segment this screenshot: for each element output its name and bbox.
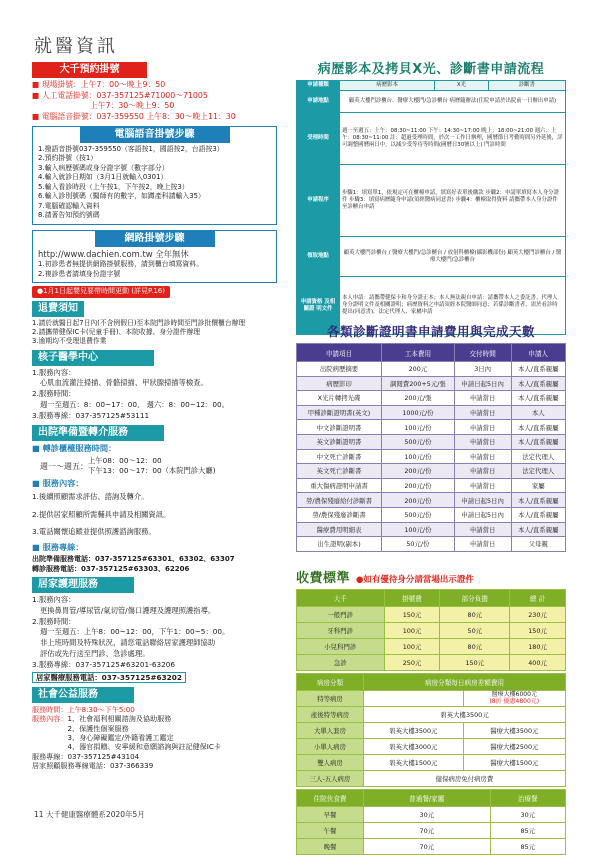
ward-row xyxy=(297,723,566,739)
charges-row xyxy=(297,623,566,639)
fees-row-cell: 申請當日 xyxy=(454,464,511,479)
charges-col-head: 掛號費 xyxy=(384,590,440,607)
nuclear-item: 2.服務時間： xyxy=(32,389,76,399)
nuclear-heading: 核子醫學中心 xyxy=(32,350,154,366)
social-content xyxy=(32,714,277,751)
fees-row-cell: 英文診斷證明書 xyxy=(297,434,382,449)
fees-section xyxy=(296,322,566,552)
fees-row-cell: 出生證明(副本) xyxy=(297,537,382,552)
homecare-list xyxy=(32,595,277,685)
fees-row-cell: 申請日起5日內 xyxy=(454,376,511,391)
social-item: 4、器官捐贈、安寧緩和意願諮詢與註記健保IC卡 xyxy=(67,742,221,752)
ward-price: 碧英大樓3500元 xyxy=(364,707,566,723)
home-care-phone: 居家照顧服務專線電話：037-366339 xyxy=(32,761,154,771)
ward-row xyxy=(297,771,566,787)
fees-row-cell: 甲種診斷證明書(英文) xyxy=(297,405,382,420)
social-body xyxy=(32,705,277,771)
page-footer: 11 大千健康醫療體系2020年5月 xyxy=(34,810,145,819)
ward-price: 碧英大樓3000元 xyxy=(364,739,464,755)
voice-step: 1.撥語音掛號037-359550（客語按1，國語按2，台語按3） xyxy=(38,144,224,153)
flow-row-head: 領取地點 xyxy=(297,237,340,277)
charges-row-cell: 牙科門診 xyxy=(297,623,385,639)
fees-row xyxy=(297,449,566,464)
flow-row-head: 受理時間 xyxy=(297,113,340,165)
meal-row xyxy=(297,823,566,839)
charges-header-row xyxy=(297,590,566,607)
fees-row-cell: 200元/份 xyxy=(382,478,455,493)
flow-row xyxy=(297,165,566,237)
ward-col-head: 病房分類每日病房差額費用 xyxy=(364,674,566,691)
fees-row-cell: 法定代理人 xyxy=(511,449,565,464)
web-heading: 網路掛號步驟 xyxy=(95,231,215,247)
fees-row-cell: X光片轉拷光碟 xyxy=(297,391,382,406)
charges-title: 收費標準 xyxy=(296,571,351,586)
refund-item: 1.請於就醫日起7日內(不含例假日)至本院門診時間至門診批價櫃台辦理 xyxy=(32,318,246,327)
voice-box xyxy=(32,126,277,225)
flow-row-text: 步驟1：填寫單1，依規定可在櫃檯申請，填寫好表單後繳款 步驟2：申請單填寫本人身分證件 步驟3：填寫病歷隨身申請(須經醫病同意書) 步驟4：櫃檯取得資料 請攜帶本人身分證件至診櫃台申請 xyxy=(340,165,566,237)
refund-item: 3.逾期均不受理退費作業 xyxy=(32,337,107,346)
discharge-heading: 出院準備暨轉介服務 xyxy=(32,425,164,441)
charges-row-cell: 100元 xyxy=(384,639,440,655)
charges-col-head: 部分負擔 xyxy=(440,590,510,607)
appointment-item: ■ 現場掛號：上午7：00～晚上9：50 xyxy=(32,79,166,89)
meal-row-cell: 70元 xyxy=(364,839,491,855)
fees-row xyxy=(297,391,566,406)
fees-row-cell: 本人 xyxy=(511,405,565,420)
fees-row-cell: 1000元/份 xyxy=(382,405,455,420)
discharge-body xyxy=(32,443,277,574)
appointment-heading: 大千預約掛號 xyxy=(32,62,147,78)
fees-row-cell: 3日內 xyxy=(454,362,511,377)
ward-special-price-main: 醫療大樓6000元 xyxy=(491,690,537,698)
homecare-item: 非上班時間及特殊狀況，請您電話聯絡居家護理師協助 xyxy=(40,638,216,648)
discharge-item: 2.提供居家照顧所需輔具申請及相關資訊。 xyxy=(32,509,171,519)
ward-special-price-discount: (8折 優惠4800元) xyxy=(489,697,540,705)
fees-row-cell: 出院病歷摘要 xyxy=(297,362,382,377)
meal-header-row xyxy=(297,790,566,807)
meal-row-cell: 午餐 xyxy=(297,823,364,839)
fees-row-cell: 申請當日 xyxy=(454,391,511,406)
fees-row-cell: 調閱費200+5元/張 xyxy=(382,376,455,391)
ward-name: 產後特等病房 xyxy=(297,707,364,723)
nuclear-list xyxy=(32,368,277,423)
ward-name: 大單人套房 xyxy=(297,723,364,739)
discharge-hours-pm: 下午13：00～17：00（本院門診大廳) xyxy=(88,466,216,476)
fees-col-head: 申請項目 xyxy=(297,344,382,362)
discharge-item: 3.電話關懷追蹤並提供照護諮詢服務。 xyxy=(32,527,156,537)
fees-row-cell: 中文死亡診斷書 xyxy=(297,449,382,464)
fees-row-cell: 本人/直系親屬 xyxy=(511,507,565,522)
voice-steps xyxy=(33,143,276,221)
voice-step: 4.輸入就診日期如（3月1日就輸入0301） xyxy=(38,173,168,182)
fees-row-cell: 英文死亡診斷書 xyxy=(297,464,382,479)
ward-price: 醫療大樓1500元 xyxy=(463,755,565,771)
ward-name: 小單人病房 xyxy=(297,739,364,755)
discharge-content-label: ■ 服務內容： xyxy=(32,478,84,489)
fees-row-cell: 本人/直系親屬 xyxy=(511,376,565,391)
web-step: 1.初診患者無提供網路掛號服務，請到櫃台填寫資料。 xyxy=(38,260,204,269)
fees-row-cell: 父母親 xyxy=(511,537,565,552)
charges-note: ●如有優待身分請當場出示證件 xyxy=(356,575,474,585)
homecare-heading: 居家護理服務 xyxy=(32,577,134,593)
fees-row-cell: 申請當日 xyxy=(454,434,511,449)
fees-row-cell: 本人/直系親屬 xyxy=(511,391,565,406)
left-column xyxy=(32,58,277,770)
meal-row-cell: 30元 xyxy=(490,807,565,823)
nuclear-item: 週一至週五：8：00~17：00、 週六：8：00~12：00。 xyxy=(40,400,229,410)
refund-heading: 退費須知 xyxy=(32,301,84,317)
flow-row-text: 顧英大樓門診櫃台、醫療大樓門/急診櫃台 病歷隨辦法(住院申請於出院前一日辦出申請) xyxy=(340,91,566,113)
refund-item: 2.請攜帶健保IC卡(兒童手冊)、本院收據、身分證件辦理 xyxy=(32,327,201,336)
fees-row xyxy=(297,420,566,435)
social-item: 1、社會福利相關諮詢及協助服務 xyxy=(67,714,172,724)
fees-col-head: 工本費用 xyxy=(382,344,455,362)
fees-row xyxy=(297,405,566,420)
charges-row-cell: 100元 xyxy=(384,623,440,639)
ward-price: 醫療大樓3500元 xyxy=(463,723,565,739)
discharge-line-label: ■ 服務專線： xyxy=(32,541,84,552)
flow-row xyxy=(297,237,566,277)
social-phone: 服務專線：037-357125#43104 xyxy=(32,751,140,761)
meal-row-cell: 70元 xyxy=(364,823,491,839)
refund-list xyxy=(32,319,277,347)
referral-phone: 轉診服務電話：037-357125#63303、62206 xyxy=(32,564,190,573)
charges-row-cell: 230元 xyxy=(510,607,566,623)
appointment-item: ■ 人工電話掛號：037-357125#71000～71005 xyxy=(32,90,208,100)
meal-row-cell: 85元 xyxy=(490,839,565,855)
fees-row-cell: 本人/直系親屬 xyxy=(511,420,565,435)
flow-row xyxy=(297,113,566,165)
fees-row-cell: 100元/份 xyxy=(382,449,455,464)
flow-col-head: 病歷影本 xyxy=(340,81,435,91)
fees-row-cell: 500元/份 xyxy=(382,434,455,449)
voice-step: 8.請著告知預約號碼 xyxy=(38,211,100,220)
fees-row-cell: 申請當日 xyxy=(454,478,511,493)
homecare-item: 1.服務內容： xyxy=(32,594,76,604)
fees-row-cell: 本人/直系親屬 xyxy=(511,362,565,377)
fees-row xyxy=(297,493,566,508)
fees-row-cell: 勞/農保殘廢診斷書 xyxy=(297,507,382,522)
meal-col-head: 治療餐 xyxy=(490,790,565,807)
ward-col-head: 病房分類 xyxy=(297,674,364,691)
homecare-item: 2.服務時間： xyxy=(32,616,76,626)
fees-row-cell: 醫療費用明細表 xyxy=(297,522,382,537)
fees-row-cell: 中文診斷證明書 xyxy=(297,420,382,435)
social-heading: 社會公益服務 xyxy=(32,687,134,703)
ward-price: 健保病房免付病房費 xyxy=(364,771,566,787)
fees-row-cell: 本人/直系親屬 xyxy=(511,522,565,537)
charges-row-cell: 80元 xyxy=(440,607,510,623)
flow-row-head: 申請程序 xyxy=(297,165,340,237)
ward-table xyxy=(296,673,566,787)
ward-header-row xyxy=(297,674,566,691)
voice-step: 6.輸入診別號碼（醫師有的數字，如蹲產科請輸入35） xyxy=(38,192,205,201)
fees-row-cell: 家屬 xyxy=(511,478,565,493)
charges-row xyxy=(297,639,566,655)
flow-row-text: 顧英大樓門診櫃台 / 醫療大樓門/急診櫃台 / 放射科櫃檯(攝影機部份) 顧英大樓門診櫃台 / 醫療大樓門/急診櫃台 xyxy=(340,237,566,277)
fees-row-cell: 重大傷病證明申請書 xyxy=(297,478,382,493)
charges-table xyxy=(296,589,566,671)
fees-row-cell: 本人/直系親屬 xyxy=(511,493,565,508)
fees-row-cell: 100元/份 xyxy=(382,522,455,537)
discharge-hours xyxy=(32,456,277,477)
discharge-item: 1.後續照顧需求評估、諮詢及轉介。 xyxy=(32,491,149,501)
fees-row xyxy=(297,376,566,391)
web-url-link[interactable]: http://www.dachien.com.tw 全年無休 xyxy=(38,248,189,259)
flow-row-text: 週一至週五：上午：08:30~11:00 下午：14:30~17:00 晚上：18:00~21:00 週六：上午：08:30~11:00 註：超過受理時間，於次一工作日辦理，國曆節日考勤時間另外延後，詳可調整國曆兩日中，以減少受等待等時間(國曆日30號以上) 門診時間 xyxy=(340,113,566,165)
flow-row-text: 本人申請：請攜帶健保卡和身分證正本；本人無法親自申請：請攜帶本人之委託書、代理人身分證明文件及相關證明；病歷資料之申請須經本院醫師同意；若係診斷書者，需於看診時提出(同意書)。法定代理人、家屬申請 xyxy=(340,277,566,335)
meal-col-head: 住院伙食費 xyxy=(297,790,364,807)
meal-table xyxy=(296,789,566,855)
charges-row-cell: 180元 xyxy=(510,639,566,655)
flow-header-row xyxy=(297,81,566,91)
ward-price: 碧英大樓1500元 xyxy=(364,755,464,771)
flow-table xyxy=(296,80,566,335)
social-content-label: 服務內容： xyxy=(32,714,68,724)
fees-row-cell: 50元/份 xyxy=(382,537,455,552)
nuclear-item: 3.服務專線：037-357125#53111 xyxy=(32,411,150,421)
fees-row-cell: 申請當日 xyxy=(454,522,511,537)
charges-row-cell: 400元 xyxy=(510,655,566,671)
nuclear-item: 心肌血流灌注掃描、骨骼掃描、甲狀腺掃描等檢查。 xyxy=(40,378,208,388)
web-box xyxy=(32,230,277,283)
fees-row-cell: 病歷影印 xyxy=(297,376,382,391)
ward-row xyxy=(297,755,566,771)
ward-row xyxy=(297,739,566,755)
ward-price: 碧英大樓3500元 xyxy=(364,723,464,739)
charges-row-cell: 80元 xyxy=(440,639,510,655)
fees-row xyxy=(297,522,566,537)
social-time: 服務時間：上午8:30～下午5:00 xyxy=(32,704,135,714)
discharge-hours-days: 週一～週五： xyxy=(40,461,88,471)
appointment-item: ■ 電腦語音掛號：037-359550 上午8：30～晚上11：30 xyxy=(32,112,236,122)
fees-row-cell: 申請日起5日內 xyxy=(454,493,511,508)
meal-col-head: 普通餐/家屬 xyxy=(364,790,491,807)
ward-name: 三人-五人病房 xyxy=(297,771,364,787)
fees-col-head: 申請人 xyxy=(511,344,565,362)
ward-price: 醫療大樓2500元 xyxy=(463,739,565,755)
charges-section xyxy=(296,567,566,855)
homecare-item: 週一至週五：上午8：00~12：00，下午1：00~5：00。 xyxy=(40,627,230,637)
charges-row-cell: 150元 xyxy=(440,655,510,671)
charges-row-cell: 150元 xyxy=(384,607,440,623)
fees-row-cell: 申請當日 xyxy=(454,405,511,420)
homecare-item: 更換鼻胃管/導尿管/氣切管/傷口護理及護理照護指導。 xyxy=(40,605,216,615)
fees-row-cell: 申請當日 xyxy=(454,537,511,552)
meal-row-cell: 早餐 xyxy=(297,807,364,823)
flow-title: 病歷影本及拷貝X光、診斷書申請流程 xyxy=(317,62,545,77)
meal-row xyxy=(297,807,566,823)
fees-row-cell: 申請當日 xyxy=(454,449,511,464)
flow-row-head: 申請資格 及相關證 明文件 xyxy=(297,277,340,335)
meal-row xyxy=(297,839,566,855)
fees-row xyxy=(297,434,566,449)
meal-row-cell: 85元 xyxy=(490,823,565,839)
appointment-list xyxy=(32,80,277,123)
web-step: 2.複診患者請填身份證字號 xyxy=(38,269,121,278)
voice-step: 2.預約掛號（按1） xyxy=(38,154,98,163)
charges-row-cell: 50元 xyxy=(440,623,510,639)
home-medical-phone: 居家醫療服務電話：037-357125#63202 xyxy=(32,672,186,683)
fees-col-head: 交付時間 xyxy=(454,344,511,362)
ward-row xyxy=(297,707,566,723)
voice-heading: 電腦語音掛號步驟 xyxy=(80,127,230,143)
fees-row xyxy=(297,537,566,552)
charges-row xyxy=(297,655,566,671)
nuclear-item: 1.服務內容： xyxy=(32,367,76,377)
fees-row xyxy=(297,464,566,479)
charges-row-cell: 150元 xyxy=(510,623,566,639)
social-item: 2、保護性個案服務 xyxy=(67,723,129,733)
fees-row-cell: 200元/份 xyxy=(382,493,455,508)
fees-row xyxy=(297,362,566,377)
fees-row-cell: 200元 xyxy=(382,362,455,377)
fees-row-cell: 100元/份 xyxy=(382,420,455,435)
charges-row-cell: 250元 xyxy=(384,655,440,671)
fees-row xyxy=(297,507,566,522)
fees-row-cell: 200元/份 xyxy=(382,464,455,479)
social-item: 3、身心障礙鑑定/外籍看護工鑑定 xyxy=(67,733,174,743)
fees-row xyxy=(297,478,566,493)
fees-title: 各類診斷證明書申請費用與完成天數 xyxy=(326,324,535,339)
flow-col-head: X光 xyxy=(435,81,489,91)
ward-special-price xyxy=(463,691,565,707)
meal-row-cell: 晚餐 xyxy=(297,839,364,855)
page-title: 就醫資訊 xyxy=(34,36,118,57)
ward-name: 雙人病房 xyxy=(297,755,364,771)
flow-section xyxy=(296,58,566,335)
discharge-hours-am: 上午08：00～12：00 xyxy=(88,455,162,465)
web-note-badge: ●1月1日起嬰兒要帶時間更動 (詳見P.16) xyxy=(32,286,170,298)
fees-row-cell: 500元/份 xyxy=(382,507,455,522)
appointment-item: 上午7：30～晚上9：50 xyxy=(90,101,175,111)
meal-row-cell: 30元 xyxy=(364,807,491,823)
ward-name: 特等病房 xyxy=(297,691,364,707)
fees-row-cell: 本人/直系親屬 xyxy=(511,434,565,449)
web-body xyxy=(33,247,276,280)
fees-row-cell: 勞/農保殘廢給付診斷書 xyxy=(297,493,382,508)
fees-table xyxy=(296,343,566,552)
flow-row xyxy=(297,91,566,113)
homecare-item: 3.服務專線：037-357125#63201-63206 xyxy=(32,660,176,670)
charges-col-head: 大千 xyxy=(297,590,385,607)
fees-row-cell: 法定代理人 xyxy=(511,464,565,479)
discharge-sub: ■ 轉診櫃檯服務時間： xyxy=(32,443,117,453)
voice-step: 3.輸入病歷號碼或身分證字號（數字部分） xyxy=(38,163,169,172)
charges-row-cell: 急診 xyxy=(297,655,385,671)
flow-col-head: 診斷書 xyxy=(488,81,565,91)
homecare-item: 評估或先行送至門診、急診處理。 xyxy=(40,649,150,659)
discharge-phone: 出院準備服務電話：037-357125#63301、63302、63307 xyxy=(32,554,235,563)
ward-row xyxy=(297,691,566,707)
charges-col-head: 總 計 xyxy=(510,590,566,607)
fees-row-cell: 200元/張 xyxy=(382,391,455,406)
flow-col-head: 申請種類 xyxy=(297,81,340,91)
charges-row-cell: 一般門診 xyxy=(297,607,385,623)
charges-row xyxy=(297,607,566,623)
fees-row-cell: 申請日起5日內 xyxy=(454,507,511,522)
fees-header-row xyxy=(297,344,566,362)
voice-step: 7.電腦確認輸入資料 xyxy=(38,201,100,210)
fees-row-cell: 申請當日 xyxy=(454,420,511,435)
charges-row-cell: 小兒科門診 xyxy=(297,639,385,655)
flow-row-head: 申請地點 xyxy=(297,91,340,113)
voice-step: 5.輸入看診時段（上午按1，下午按2，晚上按3） xyxy=(38,182,189,191)
